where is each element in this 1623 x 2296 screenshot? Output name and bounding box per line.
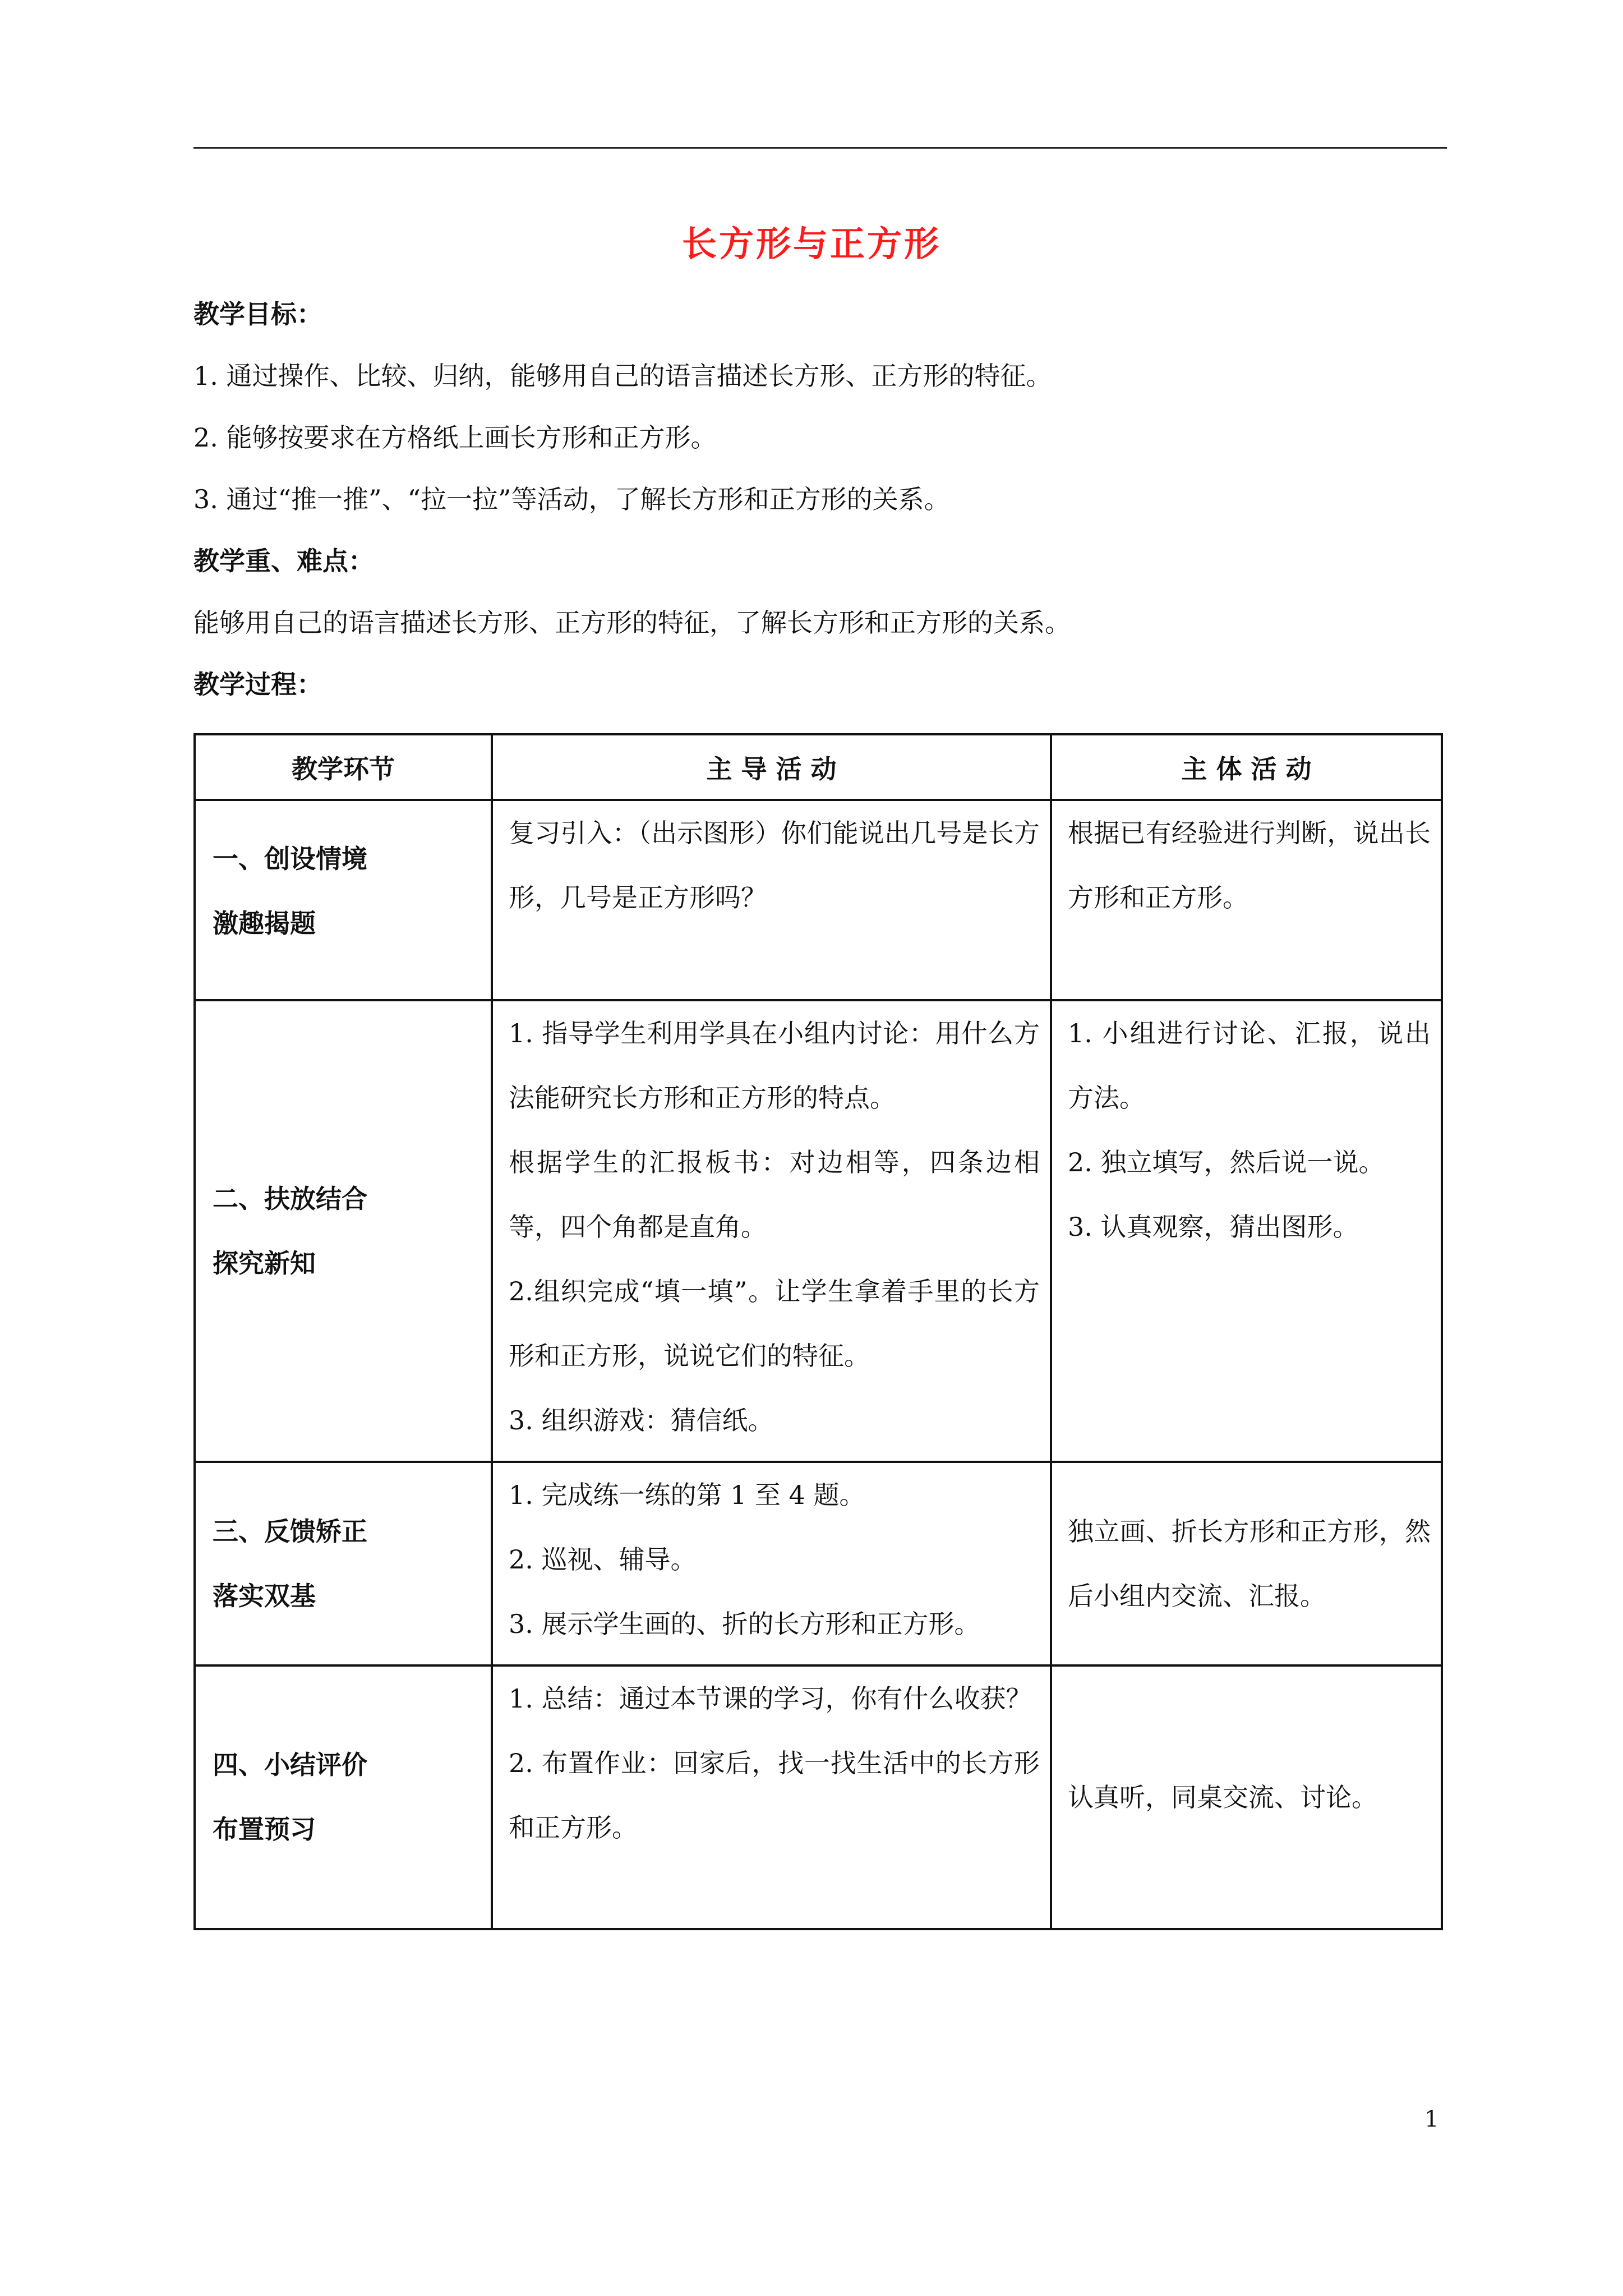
- page-title: 长方形与正方形: [681, 223, 941, 264]
- table-row: [195, 1462, 1442, 1665]
- stage-cell: [195, 1462, 492, 1665]
- column-header-student: 主 体 活 动: [1051, 734, 1442, 800]
- key-points-heading: 教学重、难点：: [193, 546, 374, 576]
- student-activity-text: 3. 认真观察，猜出图形。: [1068, 1212, 1359, 1242]
- student-activity-cell: [1051, 1462, 1442, 1665]
- teacher-activity-cell: [492, 1462, 1051, 1665]
- stage-line: 激趣揭题: [213, 908, 316, 938]
- teacher-activity-text: 2. 巡视、辅导。: [509, 1544, 697, 1575]
- column-header-stage: 教学环节: [195, 734, 492, 800]
- teacher-activity-text: 1. 总结：通过本节课的学习，你有什么收获？: [509, 1683, 1032, 1714]
- stage-line: 布置预习: [213, 1814, 316, 1844]
- student-activity-cell: [1051, 800, 1442, 1000]
- teacher-activity-text: 3. 组织游戏：猜信纸。: [509, 1405, 774, 1435]
- teacher-activity-text: 2. 布置作业：回家后，找一找生活中的长方形和正方形。: [509, 1748, 1040, 1843]
- student-activity-text: 独立画、折长方形和正方形，然后小组内交流、汇报。: [1068, 1516, 1431, 1611]
- student-activity-text: 根据已有经验进行判断，说出长方形和正方形。: [1068, 818, 1431, 913]
- stage-cell: [195, 800, 492, 1000]
- teacher-activity-text: 复习引入：（出示图形）你们能说出几号是长方形，几号是正方形吗？: [509, 818, 1040, 913]
- teacher-activity-cell: [492, 1000, 1051, 1462]
- objective-item-1: 1. 通过操作、比较、归纳，能够用自己的语言描述长方形、正方形的特征。: [193, 361, 1052, 391]
- stage-line: 落实双基: [213, 1580, 316, 1611]
- process-heading: 教学过程：: [193, 669, 322, 700]
- objectives-heading: 教学目标：: [193, 299, 322, 329]
- stage-line: 四、小结评价: [213, 1750, 367, 1780]
- stage-line: 探究新知: [213, 1248, 316, 1278]
- teacher-activity-text: 根据学生的汇报板书：对边相等，四条边相等，四个角都是直角。: [509, 1147, 1040, 1242]
- teacher-activity-text: 2.组织完成“填一填”。让学生拿着手里的长方形和正方形，说说它们的特征。: [509, 1276, 1040, 1371]
- stage-cell: [195, 1665, 492, 1929]
- objective-item-2: 2. 能够按要求在方格纸上画长方形和正方形。: [193, 422, 717, 453]
- objective-item-3: 3. 通过“推一推”、“拉一拉”等活动，了解长方形和正方形的关系。: [193, 484, 950, 514]
- student-activity-text: 2. 独立填写，然后说一说。: [1068, 1147, 1385, 1177]
- column-header-teacher: 主 导 活 动: [492, 734, 1051, 800]
- stage-line: 二、扶放结合: [213, 1183, 367, 1214]
- stage-line: 一、创设情境: [213, 844, 367, 874]
- student-activity-text: 1. 小组进行讨论、汇报，说出方法。: [1068, 1018, 1431, 1113]
- key-points-text: 能够用自己的语言描述长方形、正方形的特征，了解长方形和正方形的关系。: [193, 608, 1071, 638]
- teacher-activity-cell: [492, 800, 1051, 1000]
- table-row: [195, 800, 1442, 1000]
- stage-cell: [195, 1000, 492, 1462]
- header-rule: [193, 147, 1447, 149]
- table-row: [195, 1665, 1442, 1929]
- stage-line: 三、反馈矫正: [213, 1516, 367, 1547]
- student-activity-text: 认真听，同桌交流、讨论。: [1068, 1782, 1377, 1812]
- teacher-activity-text: 1. 指导学生利用学具在小组内讨论：用什么方法能研究长方形和正方形的特点。: [509, 1018, 1040, 1113]
- student-activity-cell: [1051, 1665, 1442, 1929]
- teacher-activity-cell: [492, 1665, 1051, 1929]
- teacher-activity-text: 3. 展示学生画的、折的长方形和正方形。: [509, 1609, 980, 1639]
- table-row: [195, 1000, 1442, 1462]
- teaching-process-table: [193, 733, 1443, 1930]
- table-header-row: [195, 734, 1442, 800]
- teacher-activity-text: 1. 完成练一练的第 1 至 4 题。: [509, 1480, 865, 1510]
- page-number: 1: [1424, 2106, 1439, 2132]
- student-activity-cell: [1051, 1000, 1442, 1462]
